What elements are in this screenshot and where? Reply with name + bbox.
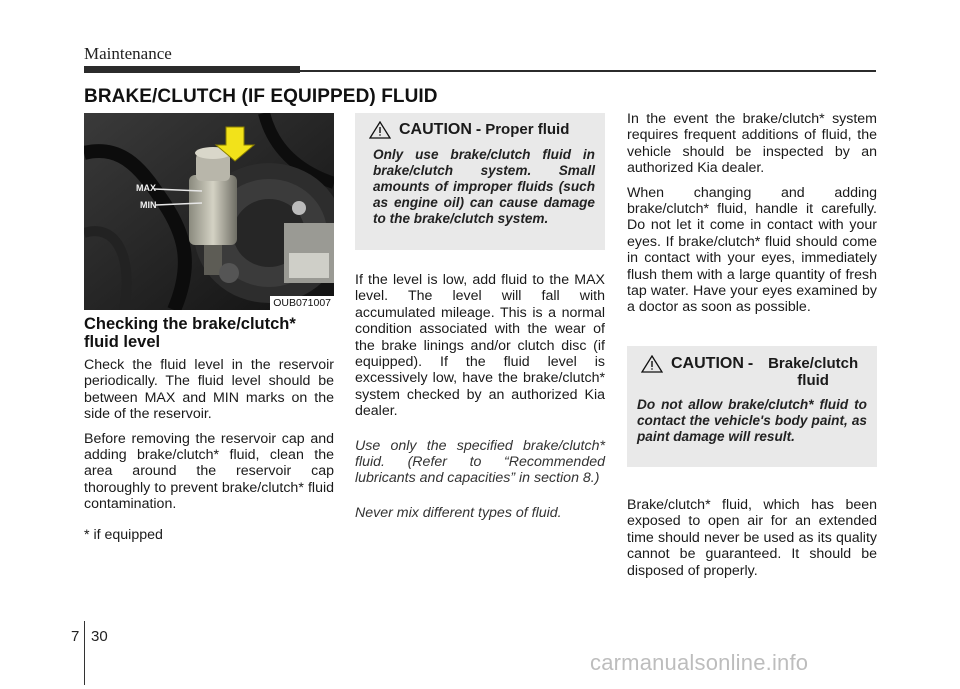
caution-heading bbox=[369, 121, 597, 139]
right-paragraph-2: When changing and adding brake/clutch* fluid, handle it carefully. Do not let it come in contact with your eyes. If brake/clutch* fluid should come in contact with your eyes, immediately flush them with a large quantity of fresh tap water. Have your eyes examined by a doctor as soon as possible. bbox=[627, 184, 877, 316]
left-paragraph-1: Check the fluid level in the reservoir periodically. The fluid level should be between MAX and MIN marks on the side of the reservoir. bbox=[84, 357, 334, 423]
caution-box-proper-fluid bbox=[355, 113, 605, 250]
caution-subject: Brake/clutch fluid bbox=[768, 355, 859, 389]
warning-triangle-icon bbox=[369, 121, 391, 139]
right-paragraph-3: Brake/clutch* fluid, which has been exposed to open air for an extended time should never be used as its quality cannot be guaranteed. It should be disposed of properly. bbox=[627, 497, 877, 579]
section-title: BRAKE/CLUTCH (IF EQUIPPED) FLUID bbox=[84, 86, 438, 107]
reservoir-illustration bbox=[84, 113, 334, 310]
watermark: carmanualsonline.info bbox=[590, 650, 809, 675]
caution-heading bbox=[641, 355, 869, 389]
middle-italic-1: Use only the specified brake/clutch* fluid. (Refer to “Recommended lubricants and capacities” in section 8.) bbox=[355, 437, 605, 487]
subheading: Checking the brake/clutch* fluid level bbox=[84, 315, 296, 351]
chapter-number: 7 bbox=[71, 628, 80, 645]
right-column-top bbox=[627, 111, 877, 324]
header-rule-thin bbox=[300, 70, 876, 72]
min-label: MIN bbox=[140, 200, 157, 210]
left-paragraph-2: Before removing the reservoir cap and adding brake/clutch* fluid, clean the area around the reservoir cap thoroughly to prevent brake/clutch* fluid contamination. bbox=[84, 430, 334, 513]
caution-dash: - bbox=[747, 355, 754, 372]
middle-paragraph-1: If the level is low, add fluid to the MAX level. The level will fall with accumulated mileage. This is a normal condition associated with the wear of the brake linings and/or clutch disc (if equipped). If the fluid level is excessively low, have the brake/clutch* system checked by an authorized Kia dealer. bbox=[355, 272, 605, 420]
caution-body: Do not allow brake/clutch* fluid to contact the vehicle's body paint, as paint damage will result. bbox=[637, 397, 867, 444]
left-column bbox=[84, 315, 334, 551]
running-header: Maintenance bbox=[84, 44, 172, 63]
caution-dash: - bbox=[475, 121, 482, 138]
max-label: MAX bbox=[136, 183, 156, 193]
engine-bay-photo bbox=[84, 113, 334, 310]
middle-italic-2: Never mix different types of fluid. bbox=[355, 504, 562, 521]
header-rule-thick bbox=[84, 66, 300, 73]
footnote: * if equipped bbox=[84, 526, 163, 543]
page-number: 30 bbox=[91, 628, 108, 645]
caution-body: Only use brake/clutch fluid in brake/clutch system. Small amounts of improper fluids (such as engine oil) can cause damage to the brake/clutch system. bbox=[373, 147, 595, 226]
middle-column bbox=[355, 272, 605, 529]
right-column-bottom bbox=[627, 497, 877, 587]
caution-box-brake-clutch bbox=[627, 346, 877, 467]
footer-rule bbox=[84, 621, 85, 685]
caution-label: CAUTION bbox=[399, 121, 472, 138]
caution-label: CAUTION bbox=[671, 355, 744, 372]
caution-subject: Proper fluid bbox=[485, 121, 570, 138]
warning-triangle-icon bbox=[641, 355, 663, 373]
photo-caption: OUB071007 bbox=[270, 296, 334, 310]
right-paragraph-1: In the event the brake/clutch* system requires frequent additions of fluid, the vehicle should be inspected by an authorized Kia dealer. bbox=[627, 111, 877, 177]
